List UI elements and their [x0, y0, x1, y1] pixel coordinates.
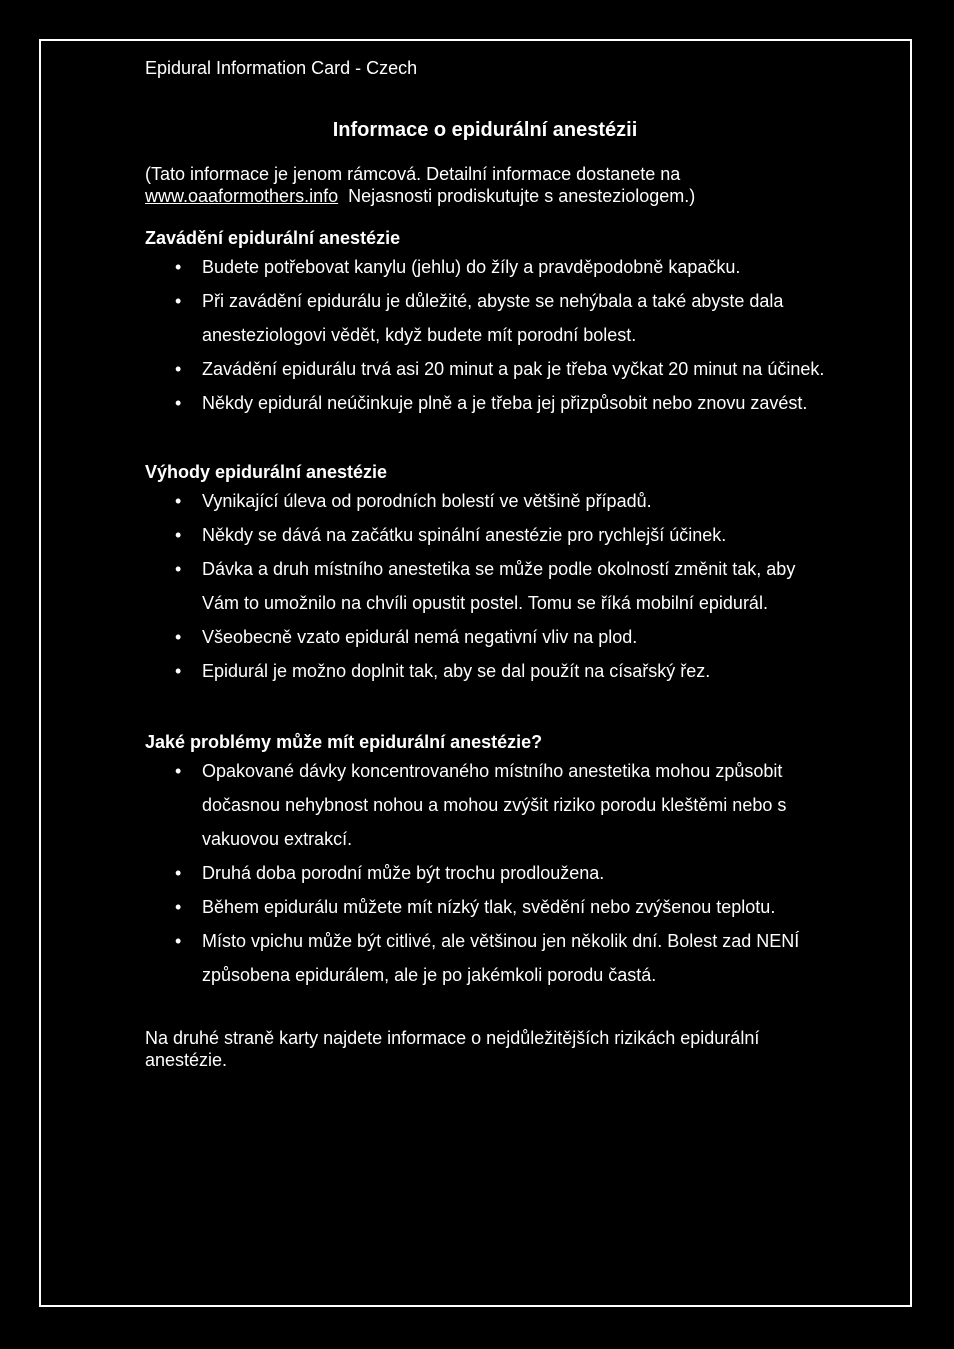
card-content [145, 56, 825, 1071]
list-item: • Někdy epidurál neúčinkuje plně a je třeba jej přizpůsobit nebo znovu zavést. [145, 386, 825, 420]
bullet-icon: • [175, 393, 182, 413]
bullet-icon: • [175, 761, 182, 781]
bullet-icon: • [175, 525, 182, 545]
section-heading-insertion: Zavádění epidurální anestézie [145, 228, 401, 248]
bullet-icon: • [175, 291, 182, 311]
bullet-icon: • [175, 897, 182, 917]
intro-line-1: (Tato informace je jenom rámcová. Detailní informace dostanete na [145, 164, 681, 184]
bullet-icon: • [175, 491, 182, 511]
intro-line-2: Nejasnosti prodiskutujte s anesteziologem.) [338, 186, 696, 206]
bullet-icon: • [175, 863, 182, 883]
problems-list [145, 754, 825, 992]
page-title: Informace o epidurální anestézii [332, 119, 638, 141]
section-heading-problems: Jaké problémy může mít epidurální anestézie? [145, 732, 543, 752]
list-item: • Zavádění epidurálu trvá asi 20 minut a pak je třeba vyčkat 20 minut na účinek. [145, 352, 825, 386]
list-item: • Druhá doba porodní může být trochu prodloužena. [145, 856, 825, 890]
list-item: • Někdy se dává na začátku spinální anestézie pro rychlejší účinek. [145, 518, 825, 552]
bullet-icon: • [175, 359, 182, 379]
bullet-icon: • [175, 257, 182, 277]
list-item: • Opakované dávky koncentrovaného místního anestetika mohou způsobit dočasnou nehybnost nohou a mohou zvýšit riziko porodu kleštěmi nebo s vakuovou extrakcí. [145, 754, 825, 856]
bullet-icon: • [175, 661, 182, 681]
list-item: • Všeobecně vzato epidurál nemá negativní vliv na plod. [145, 620, 825, 654]
card-header: Epidural Information Card - Czech [145, 58, 418, 78]
list-item: • Během epidurálu můžete mít nízký tlak, svědění nebo zvýšenou teplotu. [145, 890, 825, 924]
list-item: • Budete potřebovat kanylu (jehlu) do žíly a pravděpodobně kapačku. [145, 250, 825, 284]
list-item: • Při zavádění epidurálu je důležité, abyste se nehýbala a také abyste dala anesteziologovi vědět, když budete mít porodní bolest. [145, 284, 825, 352]
list-item: • Místo vpichu může být citlivé, ale většinou jen několik dní. Bolest zad NENÍ způsobena epidurálem, ale je po jakémkoli porodu častá. [145, 924, 825, 992]
bullet-icon: • [175, 559, 182, 579]
bullet-icon: • [175, 627, 182, 647]
list-item: • Dávka a druh místního anestetika se může podle okolností změnit tak, aby Vám to umožnilo na chvíli opustit postel. Tomu se říká mobilní epidurál. [145, 552, 825, 620]
bullet-icon: • [175, 931, 182, 951]
list-item: • Vynikající úleva od porodních bolestí ve většině případů. [145, 484, 825, 518]
intro-paragraph [145, 163, 825, 207]
list-item: • Epidurál je možno doplnit tak, aby se dal použít na císařský řez. [145, 654, 825, 688]
insertion-list [145, 250, 825, 420]
website-link[interactable]: www.oaaformothers.info [145, 186, 339, 206]
benefits-list [145, 484, 825, 688]
footer-note: Na druhé straně karty najdete informace o nejdůležitějších rizikách epidurální anestézie. [145, 1028, 760, 1070]
section-heading-benefits: Výhody epidurální anestézie [145, 462, 388, 482]
